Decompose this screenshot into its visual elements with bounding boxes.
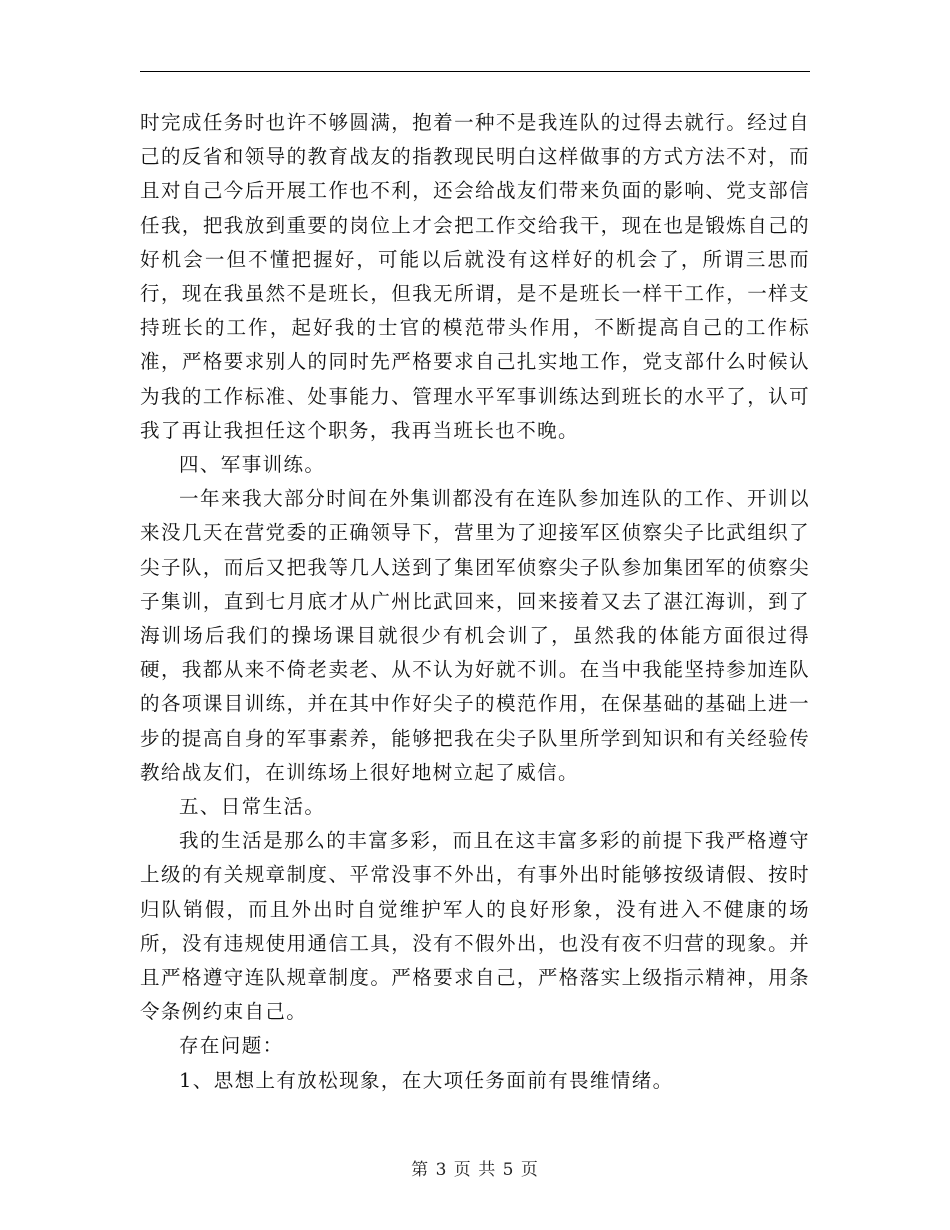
list-item-problem-1: 1、思想上有放松现象，在大项任务面前有畏维情绪。	[179, 1068, 674, 1092]
paragraph-continuation: 时完成任务时也许不够圆满，抱着一种不是我连队的过得去就行。经过自己的反省和领导的教育战友的指教现民明白这样做事的方式方法不对，而且对自己今后开展工作也不利，还会给战友们带来负面的影响、党支部信任我，把我放到重要的岗位上才会把工作交给我干，现在也是锻炼自己的好机会一但不懂把握好，可能以后就没有这样好的机会了，所谓三思而行，现在我虽然不是班长，但我无所谓，是不是班长一样干工作，一样支持班长的工作，起好我的士官的模范带头作用，不断提高自己的工作标准，严格要求别人的同时先严格要求自己扎实地工作，党支部什么时候认为我的工作标准、处事能力、管理水平军事训练达到班长的水平了，认可我了再让我担任这个职务，我再当班长也不晚。	[140, 111, 810, 442]
header-rule	[140, 71, 810, 72]
section-heading-daily-life: 五、日常生活。	[179, 795, 326, 819]
page-number-footer: 第 3 页 共 5 页	[411, 1160, 539, 1180]
paragraph-military-training: 一年来我大部分时间在外集训都没有在连队参加连队的工作、开训以来没几天在营党委的正确领导下，营里为了迎接军区侦察尖子比武组织了尖子队，而后又把我等几人送到了集团军侦察尖子队参加集团军的侦察尖子集训，直到七月底才从广州比武回来，回来接着又去了湛江海训，到了海训场后我们的操场课目就很少有机会训了，虽然我的体能方面很过得硬，我都从来不倚老卖老、从不认为好就不训。在当中我能坚持参加连队的各项课目训练，并在其中作好尖子的模范作用，在保基础的基础上进一步的提高自身的军事素养，能够把我在尖子队里所学到知识和有关经验传教给战友们，在训练场上很好地树立起了威信。	[140, 487, 810, 784]
paragraph-daily-life: 我的生活是那么的丰富多彩，而且在这丰富多彩的前提下我严格遵守上级的有关规章制度、平常没事不外出，有事外出时能够按级请假、按时归队销假，而且外出时自觉维护军人的良好形象，没有进入不健康的场所，没有违规使用通信工具，没有不假外出，也没有夜不归营的现象。并且严格遵守连队规章制度。严格要求自己，严格落实上级指示精神，用条令条例约束自己。	[140, 829, 810, 1024]
section-heading-military-training: 四、军事训练。	[179, 453, 326, 477]
section-heading-problems: 存在问题：	[179, 1034, 284, 1058]
document-body	[140, 106, 810, 1098]
